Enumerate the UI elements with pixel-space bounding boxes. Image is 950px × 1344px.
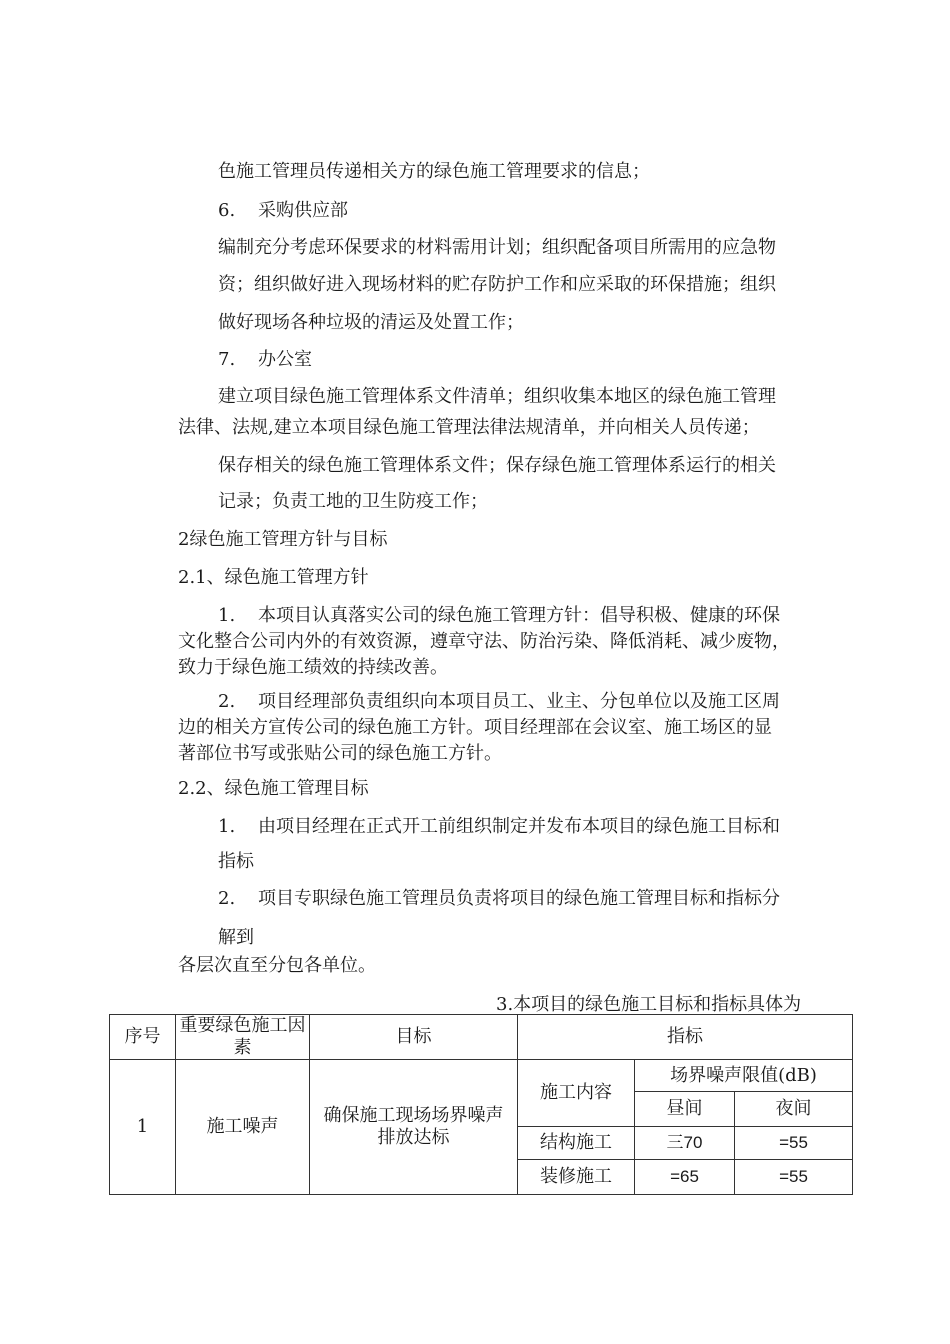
header-indicator: 指标 [518, 1015, 853, 1060]
item-text: 办公室 [258, 349, 312, 370]
subheader-content: 施工内容 [518, 1060, 635, 1127]
item-number: 2. [218, 888, 236, 909]
text-line: 致力于绿色施工绩效的持续改善。 [178, 657, 448, 678]
text-line: 法律、法规,建立本项目绿色施工管理法律法规清单，并向相关人员传递； [178, 417, 760, 438]
cell-night-limit: =55 [735, 1127, 853, 1160]
text-line: 边的相关方宣传公司的绿色施工方针。项目经理部在会议室、施工场区的显 [178, 717, 772, 738]
text-line: 解到 [218, 927, 254, 948]
cell-night-limit: =55 [735, 1160, 853, 1195]
text-line: 指标 [218, 851, 254, 872]
item-text: 由项目经理在正式开工前组织制定并发布本项目的绿色施工目标和 [258, 816, 780, 837]
item-number: 7. [218, 349, 236, 370]
subsection-heading: 2.1、绿色施工管理方针 [178, 567, 369, 588]
item-text: 项目专职绿色施工管理员负责将项目的绿色施工管理目标和指标分 [258, 888, 780, 909]
item-number: 1. [218, 816, 236, 837]
item-text: 项目经理部负责组织向本项目员工、业主、分包单位以及施工区周 [258, 691, 780, 712]
numbered-paragraph-start [218, 815, 780, 839]
text-line: 记录；负责工地的卫生防疫工作； [218, 491, 488, 512]
text-line: 著部位书写或张贴公司的绿色施工方针。 [178, 743, 502, 764]
text-line: 各层次直至分包各单位。 [178, 955, 376, 976]
subheader-noise-limit: 场界噪声限值(dB) [635, 1060, 853, 1092]
item-number: 2. [218, 691, 236, 712]
text-line: 编制充分考虑环保要求的材料需用计划；组织配备项目所需用的应急物 [218, 237, 776, 258]
table-header-row [110, 1015, 853, 1060]
cell-stage: 结构施工 [518, 1127, 635, 1160]
text-line: 资；组织做好进入现场材料的贮存防护工作和应采取的环保措施；组织 [218, 274, 776, 295]
subheader-night: 夜间 [735, 1092, 853, 1127]
table-caption: 3.本项目的绿色施工目标和指标具体为 [496, 994, 802, 1015]
text-line: 保存相关的绿色施工管理体系文件；保存绿色施工管理体系运行的相关 [218, 455, 776, 476]
numbered-heading [218, 348, 312, 372]
item-number: 6. [218, 200, 236, 221]
subheader-day: 昼间 [635, 1092, 735, 1127]
cell-day-limit: 三70 [635, 1127, 735, 1160]
cell-no: 1 [110, 1060, 176, 1195]
table-row [110, 1060, 853, 1092]
text-line: 色施工管理员传递相关方的绿色施工管理要求的信息； [218, 161, 650, 182]
text-line: 建立项目绿色施工管理体系文件清单；组织收集本地区的绿色施工管理 [218, 386, 776, 407]
item-number: 1. [218, 605, 236, 626]
cell-stage: 装修施工 [518, 1160, 635, 1195]
text-line: 文化整合公司内外的有效资源，遵章守法、防治污染、降低消耗、减少废物， [178, 631, 790, 652]
header-factor: 重要绿色施工因素 [176, 1015, 310, 1060]
cell-goal: 确保施工现场场界噪声排放达标 [310, 1060, 518, 1195]
text-line: 做好现场各种垃圾的清运及处置工作； [218, 312, 524, 333]
green-construction-targets-table [109, 1014, 853, 1195]
numbered-paragraph-start [218, 604, 780, 628]
numbered-paragraph-start [218, 690, 780, 714]
subsection-heading: 2.2、绿色施工管理目标 [178, 778, 369, 799]
cell-factor: 施工噪声 [176, 1060, 310, 1195]
header-goal: 目标 [310, 1015, 518, 1060]
numbered-heading [218, 199, 348, 223]
item-text: 采购供应部 [258, 200, 348, 221]
cell-day-limit: =65 [635, 1160, 735, 1195]
section-heading: 2绿色施工管理方针与目标 [178, 529, 388, 550]
item-text: 本项目认真落实公司的绿色施工管理方针：倡导积极、健康的环保 [258, 605, 780, 626]
numbered-paragraph-start [218, 887, 780, 911]
header-no: 序号 [110, 1015, 176, 1060]
